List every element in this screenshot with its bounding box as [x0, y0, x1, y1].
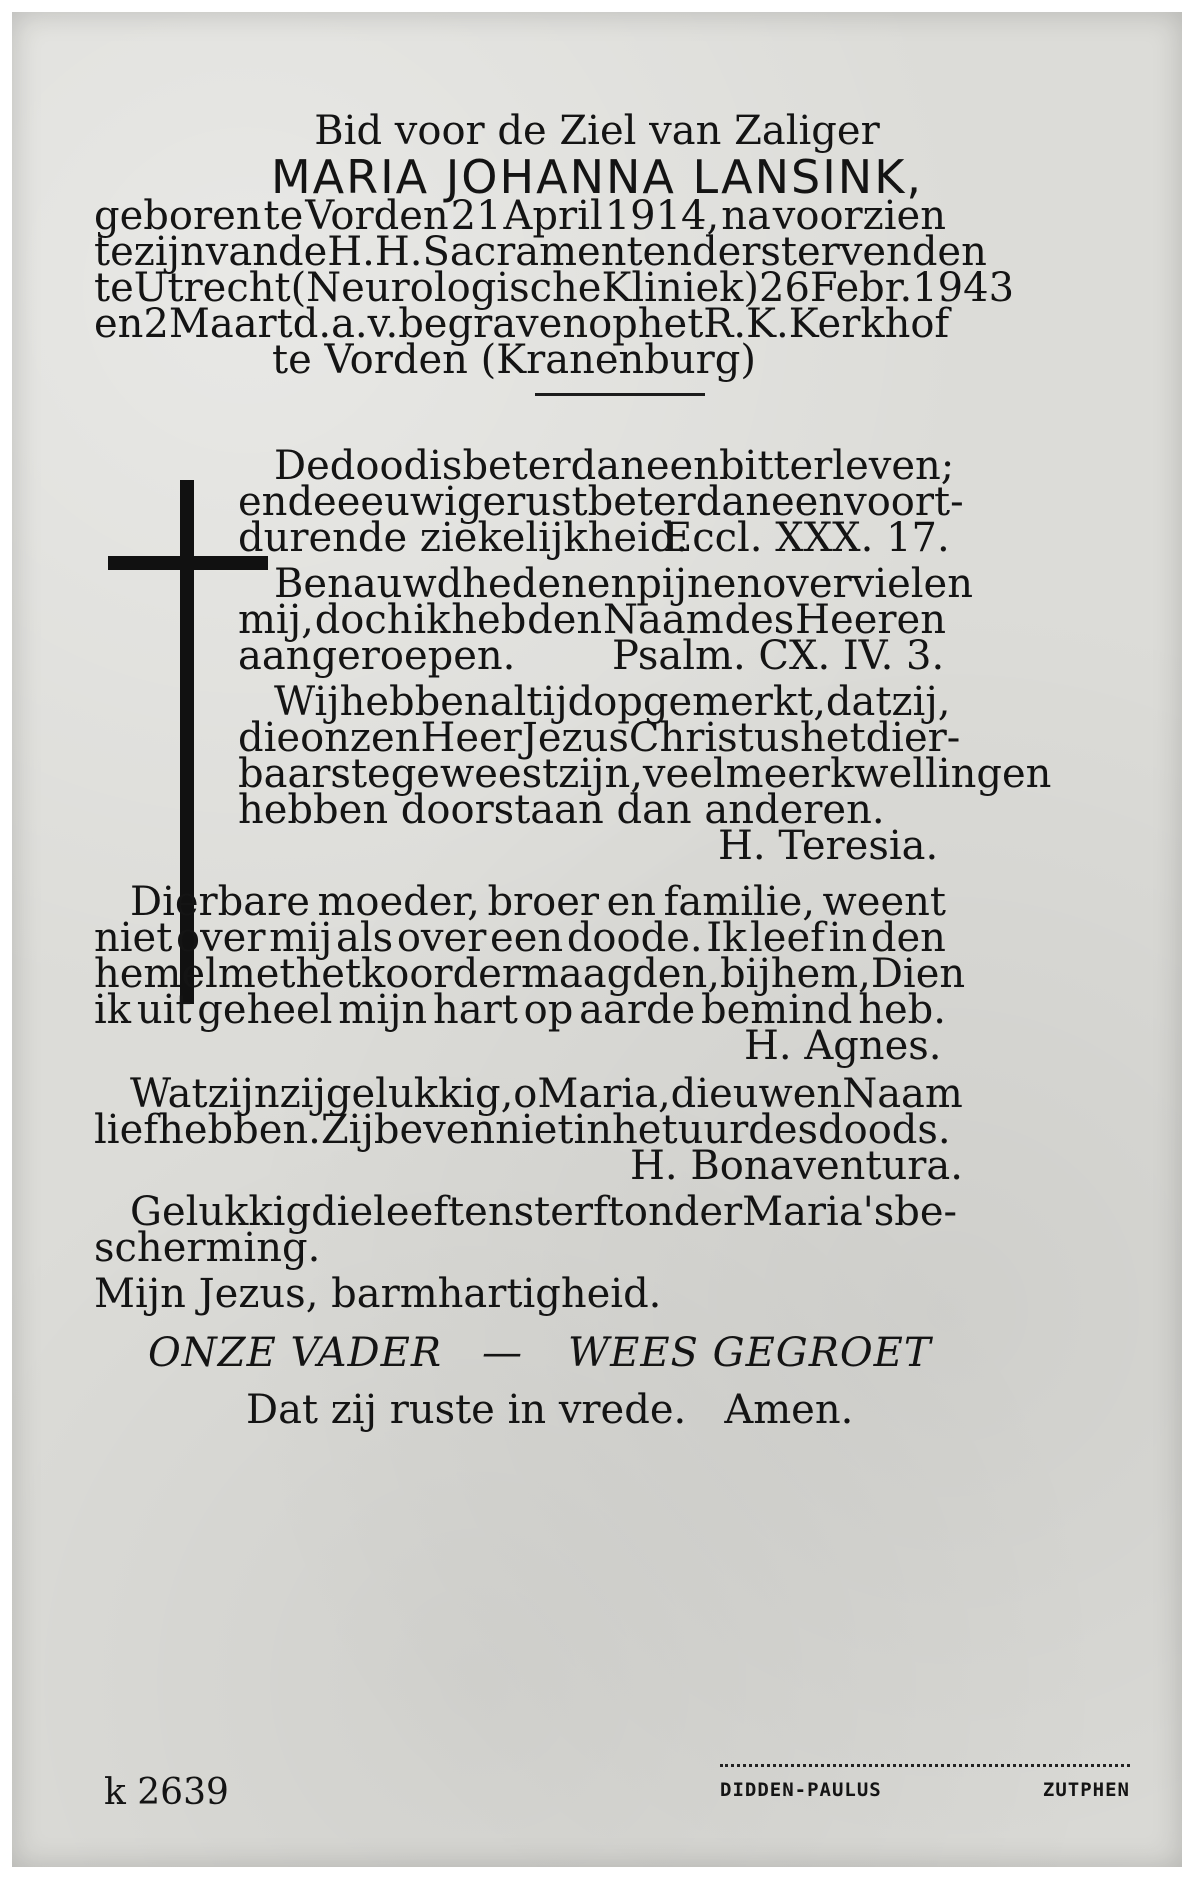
quote-line: scherming. [94, 1225, 321, 1271]
word: o [513, 1071, 538, 1117]
word: der [452, 951, 521, 997]
word: niet [495, 1107, 574, 1153]
word: zijn [133, 229, 206, 275]
word: R.K. [703, 301, 789, 347]
word: die [311, 1189, 374, 1235]
word: dan [695, 479, 771, 525]
word: en [464, 1189, 514, 1235]
word: Benauwdheden [274, 561, 587, 607]
prayer-dash: — [482, 1330, 523, 1376]
word: Gelukkig [130, 1189, 312, 1235]
quote-line: aangeroepen. [238, 633, 516, 679]
word: dood [329, 443, 430, 489]
word: in [573, 1107, 613, 1153]
word: den [870, 915, 946, 961]
word: (Neurologische [290, 265, 602, 311]
word: op [588, 301, 638, 347]
word: dan [570, 443, 646, 489]
word: onder [623, 1189, 743, 1235]
memorial-card [12, 12, 1182, 1867]
word: De [274, 443, 330, 489]
closing-line: Dat zij ruste in vrede. Amen. [246, 1387, 854, 1433]
word: pijnen [636, 561, 763, 607]
quote-source: H. Bonaventura. [630, 1143, 963, 1189]
word: heb. [858, 987, 946, 1033]
printer-imprint [720, 1764, 1130, 1801]
word: ik [413, 597, 451, 643]
word: Jezus [521, 715, 629, 761]
word: Sacramenten [422, 229, 692, 275]
word: bitter [718, 443, 833, 489]
printer-name: DIDDEN-PAULUS [720, 1779, 882, 1801]
word: overvielen [762, 561, 973, 607]
word: der [691, 229, 761, 275]
word: weent [822, 879, 946, 925]
word: voorzien [772, 193, 946, 239]
word: het [612, 1107, 678, 1153]
word: Ik [706, 915, 747, 961]
word: sterft [513, 1189, 624, 1235]
word: geweest [390, 751, 559, 797]
word: zijn, [558, 751, 643, 797]
word: mij [269, 915, 333, 961]
word: het [800, 715, 866, 761]
quote-source: H. Teresia. [718, 823, 939, 869]
word: Vorden [305, 193, 449, 239]
word: onzen [300, 715, 421, 761]
word: hart [433, 987, 518, 1033]
printer-city: ZUTPHEN [1042, 1779, 1130, 1801]
word: liefhebben. [94, 1107, 321, 1153]
word: Zij [320, 1107, 374, 1153]
word: de [287, 479, 337, 525]
word: een [490, 915, 564, 961]
word: dat [825, 679, 892, 725]
word: voort- [844, 479, 964, 525]
ejaculation: Mijn Jezus, barmhartigheid. [94, 1271, 662, 1317]
word: Naam [842, 1071, 963, 1117]
word: d.a.v. [292, 301, 399, 347]
word: zij, [891, 679, 951, 725]
word: mij, [238, 597, 314, 643]
word: Wij [274, 679, 340, 725]
word: 21 [450, 193, 502, 239]
word: Heer [420, 715, 522, 761]
word: is [429, 443, 463, 489]
word: dier- [865, 715, 961, 761]
divider-rule [535, 393, 705, 396]
word: een [771, 479, 845, 525]
word: Kerkhof [788, 301, 950, 347]
word: kwellingen [830, 751, 1052, 797]
quote-source: H. Agnes. [744, 1023, 942, 1069]
word: Christus [628, 715, 801, 761]
word: Kliniek) [601, 265, 760, 311]
word: als [335, 915, 394, 961]
word: moeder, [317, 879, 480, 925]
word: uur [677, 1107, 749, 1153]
word: geheel [197, 987, 333, 1033]
word: over [396, 915, 487, 961]
word: 2 [143, 301, 169, 347]
card-heading: Bid voor de Ziel van Zaliger [314, 108, 880, 154]
word: die [238, 715, 301, 761]
word: Maart [168, 301, 293, 347]
word: beter [587, 479, 696, 525]
word: baarste [238, 751, 391, 797]
word: in [828, 915, 868, 961]
word: zijn [207, 1071, 280, 1117]
word: hebben [339, 679, 490, 725]
word: doods. [818, 1107, 951, 1153]
word: ik [94, 987, 132, 1033]
card-code: k 2639 [104, 1772, 229, 1813]
word: Utrecht [133, 265, 291, 311]
word: Naam [603, 597, 724, 643]
word: maagden, [520, 951, 720, 997]
word: beven [373, 1107, 496, 1153]
word: geboren [94, 193, 262, 239]
word: te [94, 265, 134, 311]
word: veel [642, 751, 726, 797]
word: April [503, 193, 603, 239]
word: doch [314, 597, 413, 643]
word: uwen [732, 1071, 843, 1117]
word: Dierbare [130, 879, 310, 925]
word: die [670, 1071, 733, 1117]
word: leven; [832, 443, 955, 489]
word: Maria, [537, 1071, 671, 1117]
quote-line: durende ziekelijkheid. [238, 515, 689, 561]
word: bemind [701, 987, 853, 1033]
word: Maria's [742, 1189, 895, 1235]
word: zij [279, 1071, 326, 1117]
word: bij [719, 951, 771, 997]
word: meer [725, 751, 831, 797]
word: over [176, 915, 266, 961]
word: Febr. [809, 265, 913, 311]
word: en [238, 479, 288, 525]
word: gelukkig, [325, 1071, 514, 1117]
word: doode. [566, 915, 703, 961]
word: het [295, 951, 362, 997]
prayer-right: WEES GEGROET [568, 1330, 932, 1376]
word: familie, [663, 879, 815, 925]
word: be- [894, 1189, 958, 1235]
word: rust [506, 479, 588, 525]
biography-line: te Vorden (Kranenburg) [272, 337, 756, 383]
prayer-left: ONZE VADER [148, 1330, 442, 1376]
word: uit [136, 987, 192, 1033]
word: koor [361, 951, 453, 997]
word: heb [451, 597, 527, 643]
word: en [606, 879, 657, 925]
word: des [724, 597, 795, 643]
word: opgemerkt, [593, 679, 826, 725]
word: te [94, 229, 134, 275]
word: Heeren [795, 597, 946, 643]
word: leef [750, 915, 825, 961]
word: en [94, 301, 144, 347]
word: den [527, 597, 603, 643]
word: altijd [489, 679, 594, 725]
word: 1943 [912, 265, 1015, 311]
word: beter [462, 443, 571, 489]
word: en [586, 561, 637, 607]
quote-source: Psalm. CX. IV. 3. [612, 633, 945, 679]
deceased-name: MARIA JOHANNA LANSINK, [270, 150, 924, 204]
quote-source: Eccl. XXX. 17. [663, 515, 950, 561]
word: Dien [870, 951, 966, 997]
word: des [748, 1107, 819, 1153]
word: het [637, 301, 704, 347]
word: eeuwige [336, 479, 507, 525]
word: begraven [398, 301, 589, 347]
word: na [721, 193, 771, 239]
word: H.H. [327, 229, 423, 275]
word: met [217, 951, 296, 997]
word: aarde [579, 987, 696, 1033]
word: 1914, [604, 193, 720, 239]
word: hemel [94, 951, 218, 997]
word: de [278, 229, 328, 275]
quote-line: hebben doorstaan dan anderen. [238, 787, 885, 833]
word: broer [487, 879, 600, 925]
word: leeft [373, 1189, 465, 1235]
word: van [205, 229, 278, 275]
word: op [523, 987, 574, 1033]
word: een [645, 443, 719, 489]
word: Wat [130, 1071, 208, 1117]
word: niet [94, 915, 173, 961]
word: mijn [338, 987, 428, 1033]
word: stervenden [760, 229, 987, 275]
word: te [263, 193, 304, 239]
word: 26 [759, 265, 810, 311]
word: hem, [770, 951, 871, 997]
